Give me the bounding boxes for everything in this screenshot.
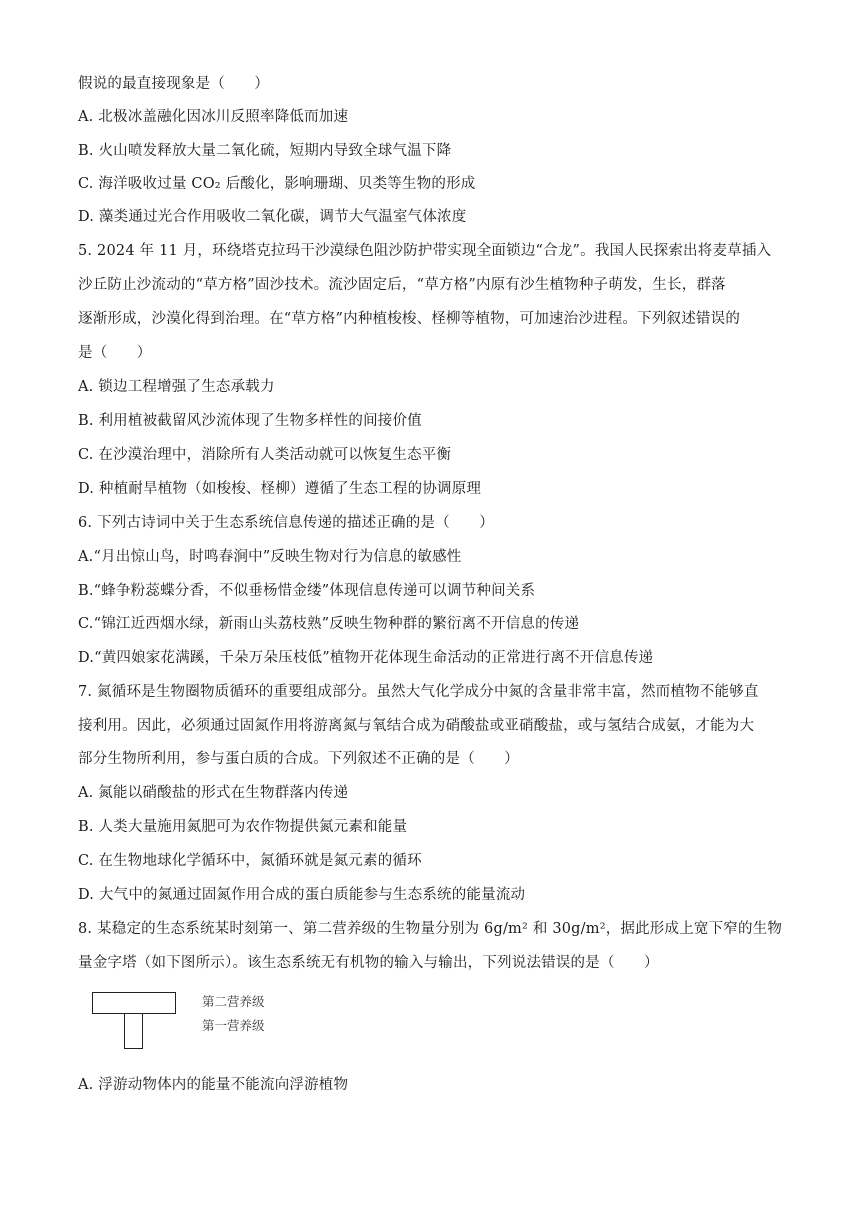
text-line: A. 锁边工程增强了生态承载力 — [78, 379, 275, 395]
question-7: 7. 氮循环是生物圈物质循环的重要组成部分。虽然大气化学成分中氮的含量非常丰富，然而植物不能够直 — [78, 684, 759, 700]
option-a-q8: A. 浮游动物体内的能量不能流向浮游植物 — [78, 1077, 349, 1093]
biomass-pyramid-diagram — [92, 990, 292, 1052]
first-trophic-level-bar — [124, 1014, 143, 1049]
text-line: B. 火山喷发释放大量二氧化硫，短期内导致全球气温下降 — [78, 143, 452, 159]
text-line: C. 海洋吸收过量 CO₂ 后酸化，影响珊瑚、贝类等生物的形成 — [78, 176, 476, 192]
text-line: B.“蜂争粉蕊蝶分香，不似垂杨惜金缕”体现信息传递可以调节种间关系 — [78, 583, 536, 599]
text-line: 逐渐形成，沙漠化得到治理。在“草方格”内种植梭梭、柽柳等植物，可加速治沙进程。下列叙述错误的 — [78, 311, 741, 327]
text-line: B. 人类大量施用氮肥可为农作物提供氮元素和能量 — [78, 819, 408, 835]
text-line: D.“黄四娘家花满蹊，千朵万朵压枝低”植物开花体现生命活动的正常进行离不开信息传递 — [78, 650, 654, 666]
text-line: D. 大气中的氮通过固氮作用合成的蛋白质能参与生态系统的能量流动 — [78, 887, 526, 903]
text-line: D. 种植耐旱植物（如梭梭、柽柳）遵循了生态工程的协调原理 — [78, 481, 482, 497]
text-line: 沙丘防止沙流动的“草方格”固沙技术。流沙固定后，“草方格”内原有沙生植物种子萌发，生长，群落 — [78, 277, 726, 293]
text-line: A.“月出惊山鸟，时鸣春涧中”反映生物对行为信息的敏感性 — [78, 549, 462, 565]
first-trophic-level-label: 第一营养级 — [202, 1018, 265, 1033]
question-8: 8. 某稳定的生态系统某时刻第一、第二营养级的生物量分别为 6g/m² 和 30g/m²，据此形成上宽下窄的生物 — [78, 921, 783, 937]
text-line: 接利用。因此，必须通过固氮作用将游离氮与氧结合成为硝酸盐或亚硝酸盐，或与氢结合成氨，才能为大 — [78, 718, 755, 734]
text-line: B. 利用植被截留风沙流体现了生物多样性的间接价值 — [78, 413, 422, 429]
text-line: C. 在生物地球化学循环中，氮循环就是氮元素的循环 — [78, 853, 422, 869]
text-line: 是（ ） — [78, 345, 152, 361]
text-line: 假说的最直接现象是（ ） — [78, 76, 270, 92]
question-6: 6. 下列古诗词中关于生态系统信息传递的描述正确的是（ ） — [78, 515, 494, 531]
text-line: 部分生物所利用，参与蛋白质的合成。下列叙述不正确的是（ ） — [78, 751, 519, 767]
text-line: A. 氮能以硝酸盐的形式在生物群落内传递 — [78, 785, 349, 801]
question-5: 5. 2024 年 11 月，环绕塔克拉玛干沙漠绿色阻沙防护带实现全面锁边“合龙”。我国人民探索出将麦草插入 — [78, 243, 772, 259]
text-line: A. 北极冰盖融化因冰川反照率降低而加速 — [78, 109, 349, 125]
text-line: D. 藻类通过光合作用吸收二氧化碳，调节大气温室气体浓度 — [78, 209, 467, 225]
second-trophic-level-bar — [92, 992, 176, 1014]
second-trophic-level-label: 第二营养级 — [202, 994, 265, 1009]
text-line: C. 在沙漠治理中，消除所有人类活动就可以恢复生态平衡 — [78, 447, 452, 463]
text-line: 量金字塔（如下图所示）。该生态系统无有机物的输入与输出，下列说法错误的是（ ） — [78, 955, 659, 971]
text-line: C.“锦江近西烟水绿，新雨山头荔枝熟”反映生物种群的繁衍离不开信息的传递 — [78, 616, 580, 632]
